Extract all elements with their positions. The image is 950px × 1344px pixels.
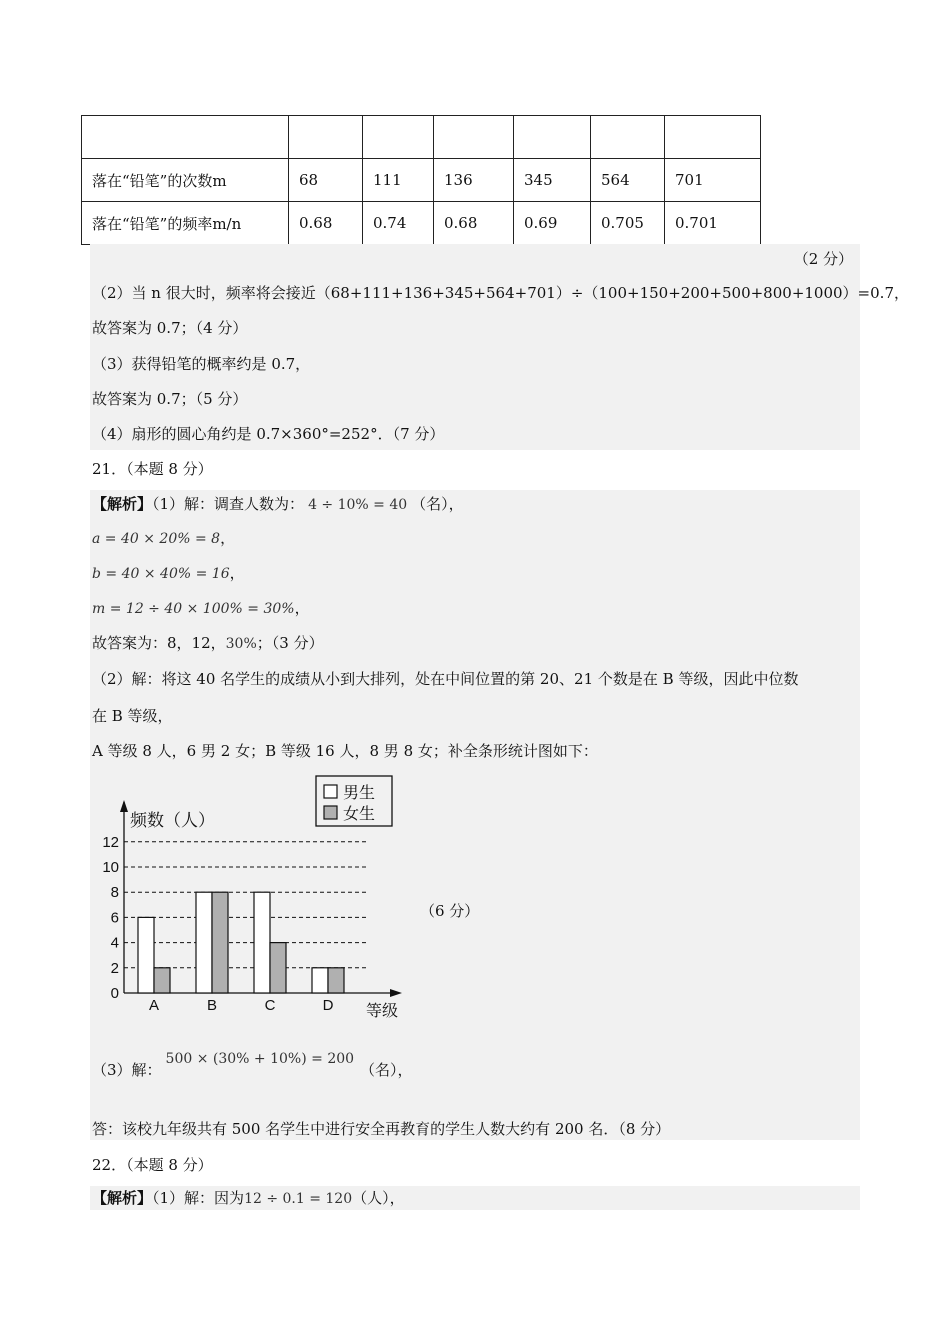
q21-part3 — [92, 1051, 413, 1081]
bar-male-A — [138, 917, 154, 993]
eq-b: b = 40 × 40% = 16 — [92, 566, 230, 582]
q21-heading: 21．（本题 8 分） — [92, 460, 213, 478]
q21-part2-line3: A 等级 8 人，6 男 2 女；B 等级 16 人，8 男 8 女；补全条形统计图如下： — [92, 742, 598, 760]
ans1-post: ；（3 分） — [256, 634, 324, 652]
eq-m-line — [92, 598, 310, 619]
eq-b-line — [92, 563, 245, 584]
frequency-table — [81, 115, 761, 245]
q21-answer1 — [92, 633, 324, 654]
legend-swatch — [324, 806, 337, 819]
q21-p1-math: 4 ÷ 10% = 40 — [308, 497, 408, 513]
table-cell: 0.69 — [514, 202, 591, 245]
table-cell: 0.74 — [363, 202, 434, 245]
bar-male-B — [196, 892, 212, 993]
p3-post: （名）， — [360, 1061, 413, 1079]
y-tick-label: 0 — [110, 985, 119, 1002]
q21-part2-line2: 在 B 等级， — [92, 707, 173, 725]
ans1-pre: 故答案为：8，12， — [92, 634, 226, 652]
x-tick-label: C — [264, 997, 276, 1014]
jiexi-label: 【解析】 — [92, 1189, 153, 1207]
table-row — [82, 159, 761, 202]
legend-label: 女生 — [343, 804, 376, 823]
bar-chart-container — [90, 772, 412, 1022]
x-tick-label: B — [206, 997, 218, 1014]
header-cell — [363, 116, 434, 159]
q21-final-answer: 答：该校九年级共有 500 名学生中进行安全再教育的学生人数大约有 200 名．（8 分） — [92, 1120, 671, 1138]
q22-p1-math: 12 ÷ 0.1 = 120 — [244, 1191, 353, 1207]
q20-part4: （4）扇形的圆心角约是 0.7×360°=252°．（7 分） — [92, 425, 445, 443]
table-cell: 68 — [289, 159, 363, 202]
table-cell: 0.701 — [665, 202, 761, 245]
bar-female-C — [270, 943, 286, 993]
y-tick-label: 10 — [102, 859, 119, 876]
table-cell: 0.705 — [591, 202, 665, 245]
legend-swatch — [324, 785, 337, 798]
jiexi-label: 【解析】 — [92, 495, 153, 513]
comma: ， — [229, 564, 245, 582]
table-header-row — [82, 116, 761, 159]
y-tick-label: 6 — [110, 909, 119, 927]
q22-heading: 22．（本题 8 分） — [92, 1156, 213, 1174]
ans1-math: 30% — [225, 636, 257, 652]
table-cell: 111 — [363, 159, 434, 202]
q20-answer3: 故答案为 0.7；（5 分） — [92, 390, 248, 408]
header-cell — [289, 116, 363, 159]
table-cell: 0.68 — [434, 202, 514, 245]
header-cell — [591, 116, 665, 159]
p3-pre: （3）解： — [92, 1061, 162, 1079]
legend-label: 男生 — [343, 783, 376, 802]
bar-male-D — [312, 968, 328, 993]
table-cell: 564 — [591, 159, 665, 202]
comma: ， — [220, 529, 236, 547]
comma: ， — [294, 599, 310, 617]
score-2: （2 分） — [793, 250, 853, 268]
q20-answer2: 故答案为 0.7；（4 分） — [92, 319, 248, 337]
bar-male-C — [254, 892, 270, 993]
q22-part1 — [92, 1188, 405, 1209]
header-cell — [82, 116, 289, 159]
table-cell: 701 — [665, 159, 761, 202]
row-label: 落在“铅笔”的频率m/n — [82, 202, 289, 245]
header-cell — [665, 116, 761, 159]
bar-female-A — [154, 968, 170, 993]
y-axis-label: 频数（人） — [130, 811, 215, 831]
y-tick-label: 2 — [110, 959, 119, 977]
y-axis-arrow — [120, 800, 128, 812]
p3-math: 500 × (30% + 10%) = 200 — [165, 1051, 355, 1067]
q20-part3: （3）获得铅笔的概率约是 0.7， — [92, 355, 311, 373]
q22-p1-post: （人）， — [352, 1189, 405, 1207]
x-tick-label: D — [322, 997, 334, 1014]
q21-p1-unit: （名）， — [411, 495, 464, 513]
eq-a-line — [92, 528, 235, 549]
q20-answer-block — [90, 244, 860, 450]
y-tick-label: 12 — [102, 833, 119, 851]
eq-a: a = 40 × 20% = 8 — [92, 531, 221, 547]
q21-p1-text: （1）解：调查人数为： — [152, 495, 305, 513]
row-label: 落在“铅笔”的次数m — [82, 159, 289, 202]
table-cell: 345 — [514, 159, 591, 202]
x-axis-label: 等级 — [366, 1001, 399, 1020]
table-cell: 0.68 — [289, 202, 363, 245]
q20-part2: （2）当 n 很大时，频率将会接近（68+111+136+345+564+701）÷（100+150+200+500+800+1000）=0.7， — [92, 284, 909, 302]
q21-part2-line1: （2）解：将这 40 名学生的成绩从小到大排列，处在中间位置的第 20、21 个数是在 B 等级，因此中位数 — [92, 670, 799, 688]
table-row — [82, 202, 761, 245]
x-axis-arrow — [390, 989, 402, 997]
y-tick-label: 8 — [110, 884, 119, 902]
header-cell — [514, 116, 591, 159]
header-cell — [434, 116, 514, 159]
bar-chart — [90, 772, 412, 1022]
y-tick-label: 4 — [110, 934, 119, 952]
table-cell: 136 — [434, 159, 514, 202]
q21-part1 — [92, 494, 464, 515]
eq-m: m = 12 ÷ 40 × 100% = 30% — [92, 601, 295, 617]
bar-female-B — [212, 892, 228, 993]
x-tick-label: A — [148, 997, 160, 1014]
score-6: （6 分） — [420, 902, 480, 920]
bar-female-D — [328, 968, 344, 993]
q22-p1-text: （1）解：因为 — [152, 1189, 245, 1207]
